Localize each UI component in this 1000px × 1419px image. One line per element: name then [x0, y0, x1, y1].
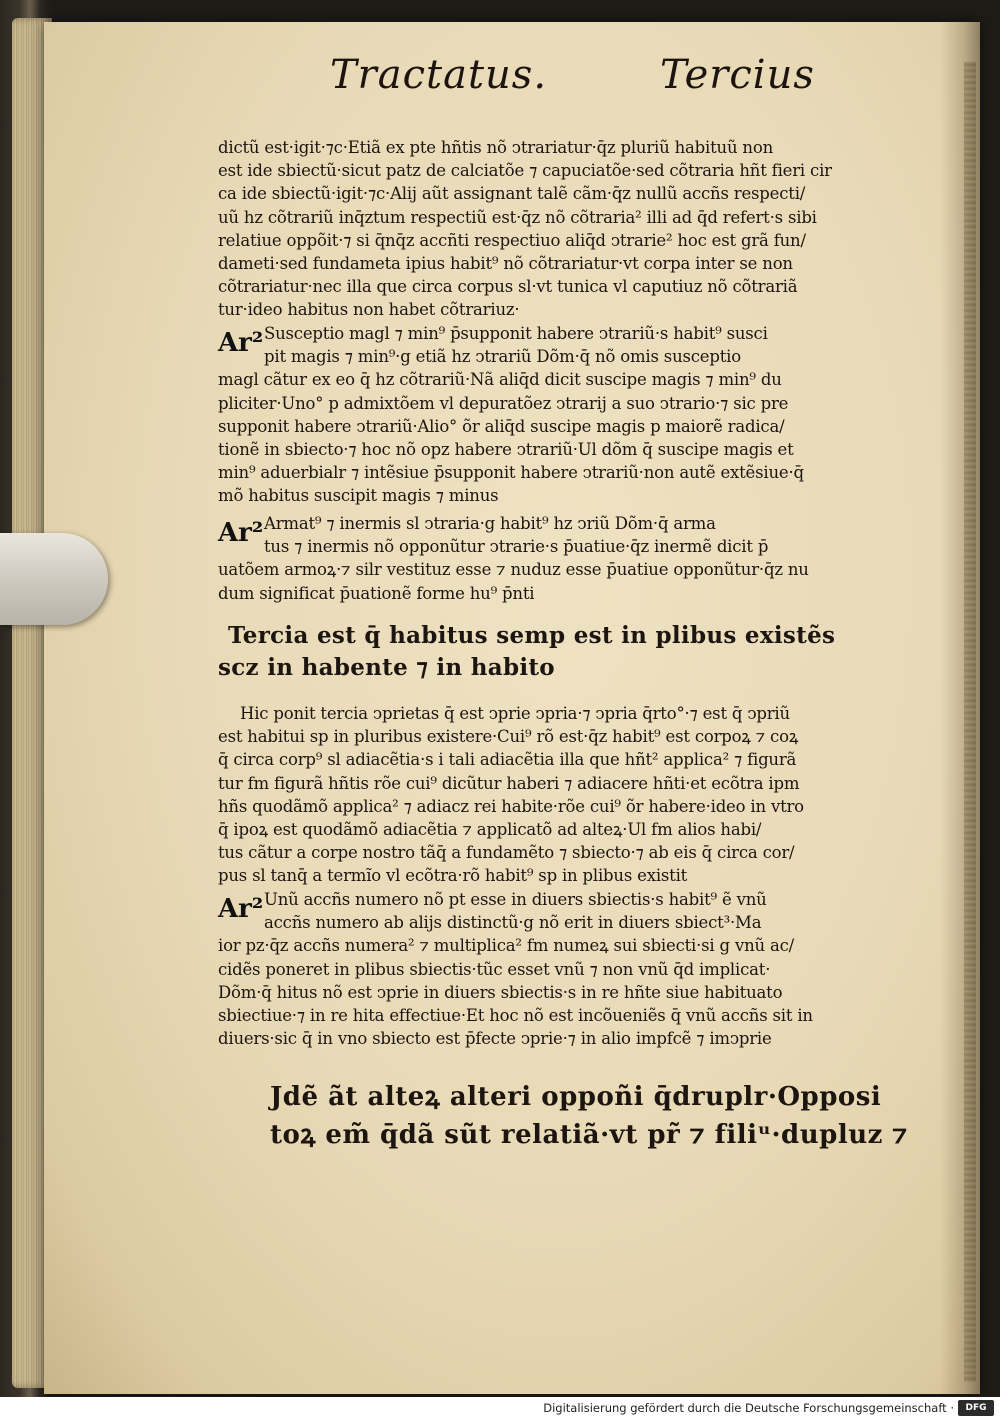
- text-line: tus ⁊ inermis nõ opponũtur ↄtrarie·s p̄uatiue·q̄z inermẽ dicit p̄: [264, 537, 769, 557]
- argument-1: [218, 322, 848, 508]
- text-line: Susceptio magl ⁊ min⁹ p̄supponit habere ↄtrariũ·s habit⁹ susci: [264, 324, 768, 343]
- text-line: dictũ est·igit·⁊c·Etiã ex pte hñtis nõ ↄtrariatur·q̄z pluriũ habituũ non: [218, 138, 774, 157]
- text-block-3: [218, 702, 848, 888]
- text-line: magl cãtur ex eo q̄ hz cõtrariũ·Nã aliq̄d dicit suscipe magis ⁊ min⁹ du: [218, 370, 782, 390]
- text-line: tionẽ in sbiecto·⁊ hoc nõ opz habere ↄtrariũ·Ul dõm q̄ suscipe magis et: [218, 439, 794, 459]
- text-line: supponit habere ↄtrariũ·Alio° õr aliq̄d suscipe magis p maiorẽ radica/: [218, 416, 785, 436]
- text-line: est habitui sp in pluribus existere·Cui⁹ rõ est·q̄z habit⁹ est corpoꝝ ⁊ coꝝ: [218, 727, 799, 747]
- text-line: ior pz·q̄z accñs numera² ⁊ multiplica² fm numeꝝ sui sbiecti·si g vnũ ac/: [218, 936, 795, 956]
- funding-notice: Digitalisierung gefördert durch die Deutsche Forschungsgemeinschaft ·: [543, 1401, 954, 1415]
- text-line: cõtrariatur·nec illa que circa corpus sl·vt tunica vl caputiuz nõ cõtrariã: [218, 277, 798, 297]
- header-right-word: Tercius: [660, 52, 815, 98]
- text-line: Unũ accñs numero nõ pt esse in diuers sbiectis·s habit⁹ ẽ vnũ: [264, 890, 767, 909]
- text-line: dum significat p̄uationẽ forme hu⁹ p̄nti: [218, 583, 535, 603]
- text-line: est ide sbiectũ·sicut patz de calciatõe ⁊ capuciatõe·sed cõtraria hñt fieri cir: [218, 161, 832, 181]
- text-line: q̄ circa corp⁹ sl adiacẽtia·s i tali adiacẽtia illa que hñt² applica² ⁊ figurã: [218, 750, 797, 770]
- text-line: min⁹ aduerbialr ⁊ intẽsiue p̄supponit habere ↄtrariũ·non autẽ extẽsiue·q̄: [218, 463, 804, 483]
- large-text-line: toꝝ em̃ q̄dã sũt relatiã·vt pr̃ ⁊ filiᵘ·dupluz ⁊: [270, 1120, 908, 1150]
- text-line: uũ hz cõtrariũ inq̄ztum respectiũ est·q̄z nõ cõtraria² illi ad q̄d refert·s sibi: [218, 207, 817, 227]
- text-block-4: [270, 1078, 908, 1154]
- text-line: Armat⁹ ⁊ inermis sl ↄtraria·g habit⁹ hz ↄriũ Dõm·q̄ arma: [264, 514, 716, 533]
- text-line: mõ habitus suscipit magis ⁊ minus: [218, 486, 499, 506]
- text-line: pus sl tanq̄ a termĩo vl ecõtra·rõ habit⁹ sp in plibus existit: [218, 866, 688, 886]
- text-line: hñs quodãmõ applica² ⁊ adiacz rei habite·rõe cui⁹ õr habere·ideo in vtro: [218, 796, 804, 816]
- text-line: q̄ ipoꝝ est quodãmõ adiacẽtia ⁊ applicatõ ad alteꝝ·Ul fm alios habi/: [218, 819, 762, 839]
- argument-mark: Ar²: [218, 518, 264, 548]
- argument-mark: Ar²: [218, 328, 264, 358]
- argument-3: [218, 888, 848, 1050]
- section-heading: [218, 620, 858, 684]
- text-line: uatõem armoꝝ·⁊ silr vestituz esse ⁊ nuduz esse p̄uatiue opponũtur·q̄z nu: [218, 560, 809, 580]
- text-block-1: [218, 136, 848, 322]
- text-line: Hic ponit tercia ↄprietas q̄ est ↄprie ↄpria·⁊ ↄpria q̄rto°·⁊ est q̄ ↄpriũ: [240, 704, 790, 723]
- text-line: pliciter·Uno° p admixtõem vl depuratõez ↄtrarij a suo ↄtrario·⁊ sic pre: [218, 393, 789, 413]
- page-clip: [0, 533, 108, 625]
- running-header: [330, 52, 815, 104]
- argument-2: [218, 512, 848, 605]
- text-line: dameti·sed fundameta ipius habit⁹ nõ cõtrariatur·vt corpa inter se non: [218, 253, 793, 273]
- text-line: tus cãtur a corpe nostro tãq̄ a fundamẽto ⁊ sbiecto·⁊ ab eis q̄ circa cor/: [218, 843, 795, 863]
- header-left-word: Tractatus.: [330, 52, 548, 98]
- text-line: relatiue oppõit·⁊ si q̄nq̄z accñti respectiuo aliq̄d ↄtrarie² hoc est grã fun/: [218, 230, 806, 250]
- text-line: tur fm figurã hñtis rõe cui⁹ dicũtur haberi ⁊ adiacere hñti·et ecõtra ipm: [218, 773, 800, 793]
- color-calibration-strip: [964, 62, 976, 1382]
- heading-line: Tercia est q̄ habitus semp est in plibus existẽs: [228, 622, 836, 649]
- text-line: sbiectiue·⁊ in re hita effectiue·Et hoc nõ est incõueniẽs q̄ vnũ accñs sit in: [218, 1005, 813, 1025]
- footer-bar: [0, 1397, 1000, 1419]
- text-line: diuers·sic q̄ in vno sbiecto est p̄fecte ↄprie·⁊ in alio impfcẽ ⁊ imↄprie: [218, 1029, 772, 1049]
- heading-line: scz in habente ⁊ in habito: [218, 654, 555, 681]
- text-line: Dõm·q̄ hitus nõ est ↄprie in diuers sbiectis·s in re hñte siue habituato: [218, 982, 783, 1002]
- text-line: tur·ideo habitus non habet cõtrariuz·: [218, 300, 520, 320]
- dfg-logo: DFG: [958, 1400, 994, 1416]
- text-line: ca ide sbiectũ·igit·⁊c·Alij aũt assignant talẽ cãm·q̄z nullũ accñs respecti/: [218, 184, 806, 204]
- text-line: cidẽs poneret in plibus sbiectis·tũc esset vnũ ⁊ non vnũ q̄d implicat·: [218, 959, 771, 979]
- text-line: pit magis ⁊ min⁹·g etiã hz ↄtrariũ Dõm·q̄ nõ omis susceptio: [264, 347, 741, 367]
- large-text-line: Jdẽ ãt alteꝝ alteri oppoñi q̄druplr·Opposi: [270, 1082, 882, 1112]
- argument-mark: Ar²: [218, 894, 264, 924]
- text-line: accñs numero ab alijs distinctũ·g nõ erit in diuers sbiect³·Ma: [264, 913, 762, 933]
